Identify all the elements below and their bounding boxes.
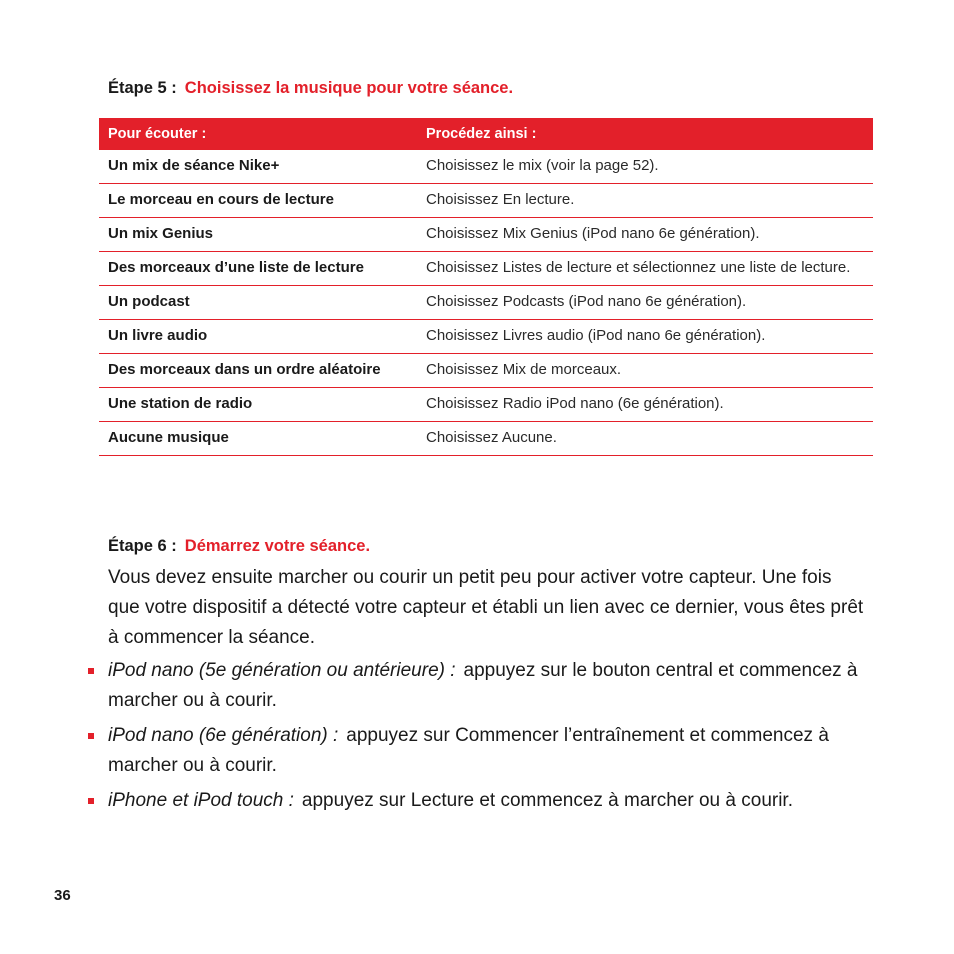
row-label: Le morceau en cours de lecture <box>99 184 417 218</box>
bullet-device: iPod nano (6e génération) : <box>108 725 339 746</box>
step-6-heading <box>108 537 370 556</box>
row-label: Des morceaux d’une liste de lecture <box>99 252 417 286</box>
row-label: Aucune musique <box>99 422 417 456</box>
row-action: Choisissez Radio iPod nano (6e génération). <box>417 388 873 422</box>
table-row <box>99 252 873 286</box>
row-action: Choisissez En lecture. <box>417 184 873 218</box>
step-5-number: Étape 5 : <box>108 79 177 97</box>
row-action: Choisissez Mix Genius (iPod nano 6e génération). <box>417 218 873 252</box>
bullet-device: iPod nano (5e génération ou antérieure) : <box>108 660 456 681</box>
table-header-row <box>99 118 873 150</box>
step-6-paragraph: Vous devez ensuite marcher ou courir un petit peu pour activer votre capteur. Une fois que votre dispositif a détecté votre capteur et établi un lien avec ce dernier, vous êtes prêt à commencer la séance. <box>108 567 864 648</box>
row-label: Une station de radio <box>99 388 417 422</box>
bullet-text: appuyez sur Commencer l’entraînement et commencez à marcher ou à courir. <box>108 725 829 776</box>
row-action: Choisissez Livres audio (iPod nano 6e génération). <box>417 320 873 354</box>
row-action: Choisissez Mix de morceaux. <box>417 354 873 388</box>
bullet-item <box>108 656 868 716</box>
table-row <box>99 150 873 184</box>
bullet-text: appuyez sur Lecture et commencez à marcher ou à courir. <box>301 790 793 811</box>
row-action: Choisissez Aucune. <box>417 422 873 456</box>
step-6-number: Étape 6 : <box>108 537 177 555</box>
table-row <box>99 388 873 422</box>
step-5-heading <box>108 79 513 98</box>
table-row <box>99 184 873 218</box>
row-action: Choisissez Podcasts (iPod nano 6e génération). <box>417 286 873 320</box>
step-5-title: Choisissez la musique pour votre séance. <box>184 79 514 97</box>
bullet-device: iPhone et iPod touch : <box>108 790 294 811</box>
bullet-square-icon <box>88 798 94 804</box>
bullet-item <box>108 786 868 816</box>
row-action: Choisissez Listes de lecture et sélectionnez une liste de lecture. <box>417 252 873 286</box>
bullet-square-icon <box>88 733 94 739</box>
table-row <box>99 354 873 388</box>
page-number: 36 <box>54 887 71 904</box>
row-label: Des morceaux dans un ordre aléatoire <box>99 354 417 388</box>
bullet-text: appuyez sur le bouton central et commencez à marcher ou à courir. <box>108 660 858 711</box>
table-header-action: Procédez ainsi : <box>417 118 873 150</box>
row-label: Un mix Genius <box>99 218 417 252</box>
row-label: Un livre audio <box>99 320 417 354</box>
step-6-title: Démarrez votre séance. <box>184 537 371 555</box>
row-action: Choisissez le mix (voir la page 52). <box>417 150 873 184</box>
table-header-listen: Pour écouter : <box>99 118 417 150</box>
bullet-square-icon <box>88 668 94 674</box>
row-label: Un podcast <box>99 286 417 320</box>
table-row <box>99 422 873 456</box>
music-options-table <box>99 118 873 456</box>
row-label: Un mix de séance Nike+ <box>99 150 417 184</box>
bullet-item <box>108 721 868 781</box>
table-row <box>99 218 873 252</box>
table-row <box>99 286 873 320</box>
table-row <box>99 320 873 354</box>
